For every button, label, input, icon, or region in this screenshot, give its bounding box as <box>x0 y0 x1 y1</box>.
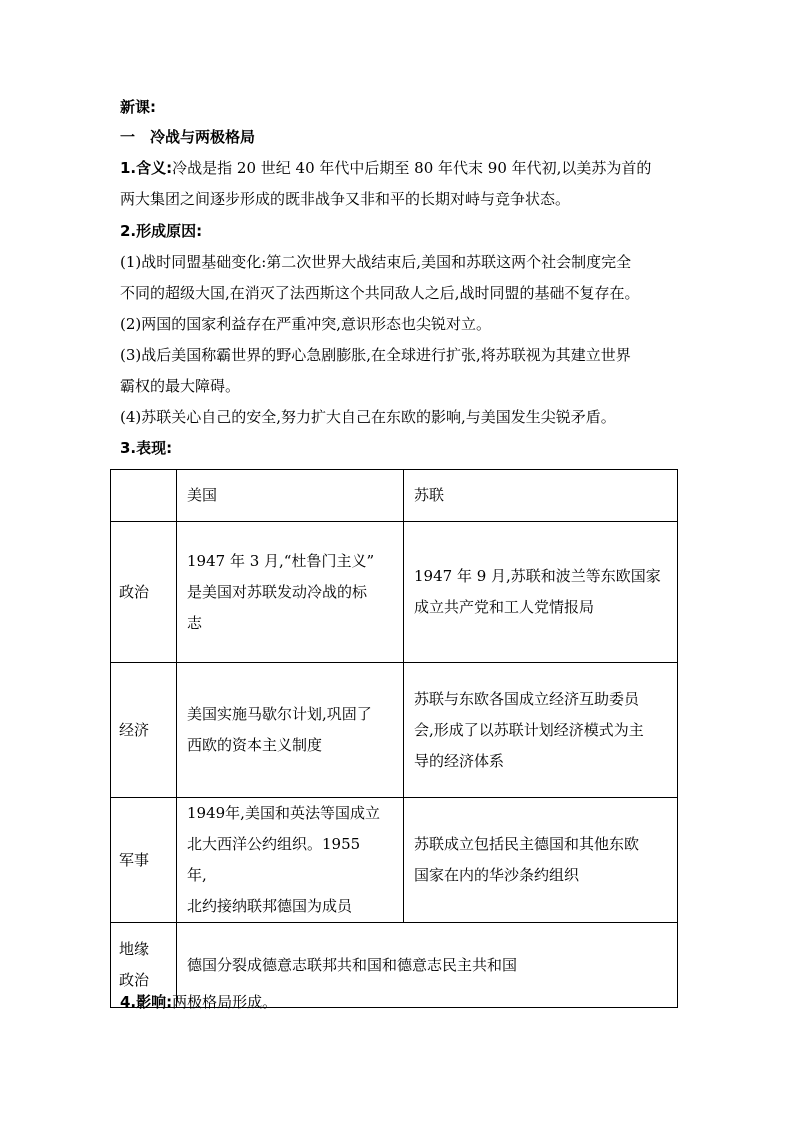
impact-label: 4.影响: <box>120 993 173 1011</box>
section-heading: 一 冷战与两极格局 <box>120 128 256 146</box>
row-label-economy: 经济 <box>111 663 177 798</box>
economy-su-cell: 苏联与东欧各国成立经济互助委员 会,形成了以苏联计划经济模式为主 导的经济体系 <box>404 663 678 798</box>
military-su-cell: 苏联成立包括民主德国和其他东欧 国家在内的华沙条约组织 <box>404 798 678 923</box>
comparison-table <box>110 469 678 1008</box>
cause-1-line-2: 不同的超级大国,在消灭了法西斯这个共同敌人之后,战时同盟的基础不复存在。 <box>120 284 640 302</box>
cause-1-line-1: (1)战时同盟基础变化:第二次世界大战结束后,美国和苏联这两个社会制度完全 <box>120 253 632 271</box>
new-lesson-heading: 新课: <box>120 98 156 116</box>
cause-3-line-2: 霸权的最大障碍。 <box>120 377 241 395</box>
table-header-row <box>111 470 678 522</box>
table-row <box>111 663 678 798</box>
row-label-geopolitics: 地缘 政治 <box>111 923 177 1008</box>
header-us: 美国 <box>177 470 404 522</box>
definition-line-2: 两大集团之间逐步形成的既非战争又非和平的长期对峙与竞争状态。 <box>120 190 571 208</box>
cause-4: (4)苏联关心自己的安全,努力扩大自己在东欧的影响,与美国发生尖锐矛盾。 <box>120 408 616 426</box>
header-su: 苏联 <box>404 470 678 522</box>
cause-2: (2)两国的国家利益存在严重冲突,意识形态也尖锐对立。 <box>120 315 492 333</box>
military-us-cell: 1949年,美国和英法等国成立 北大西洋公约组织。1955 年, 北约接纳联邦德国为成员 <box>177 798 404 923</box>
politics-us-cell: 1947 年 3 月,“杜鲁门主义” 是美国对苏联发动冷战的标 志 <box>177 522 404 663</box>
header-empty-cell <box>111 470 177 522</box>
impact-line <box>120 992 277 1012</box>
causes-label: 2.形成原因: <box>120 222 203 240</box>
definition-label: 1.含义: <box>120 159 173 177</box>
row-label-military: 军事 <box>111 798 177 923</box>
row-label-politics: 政治 <box>111 522 177 663</box>
politics-su-cell: 1947 年 9 月,苏联和波兰等东欧国家 成立共产党和工人党情报局 <box>404 522 678 663</box>
manifestation-label: 3.表现: <box>120 439 173 457</box>
economy-us-cell: 美国实施马歇尔计划,巩固了 西欧的资本主义制度 <box>177 663 404 798</box>
definition-line-1 <box>120 158 651 178</box>
table-row <box>111 522 678 663</box>
definition-text-1: 冷战是指 20 世纪 40 年代中后期至 80 年代末 90 年代初,以美苏为首的 <box>172 159 652 177</box>
table-row <box>111 798 678 923</box>
geopolitics-merged-cell: 德国分裂成德意志联邦共和国和德意志民主共和国 <box>177 923 678 1008</box>
impact-text: 两极格局形成。 <box>172 993 278 1011</box>
cause-3-line-1: (3)战后美国称霸世界的野心急剧膨胀,在全球进行扩张,将苏联视为其建立世界 <box>120 346 631 364</box>
